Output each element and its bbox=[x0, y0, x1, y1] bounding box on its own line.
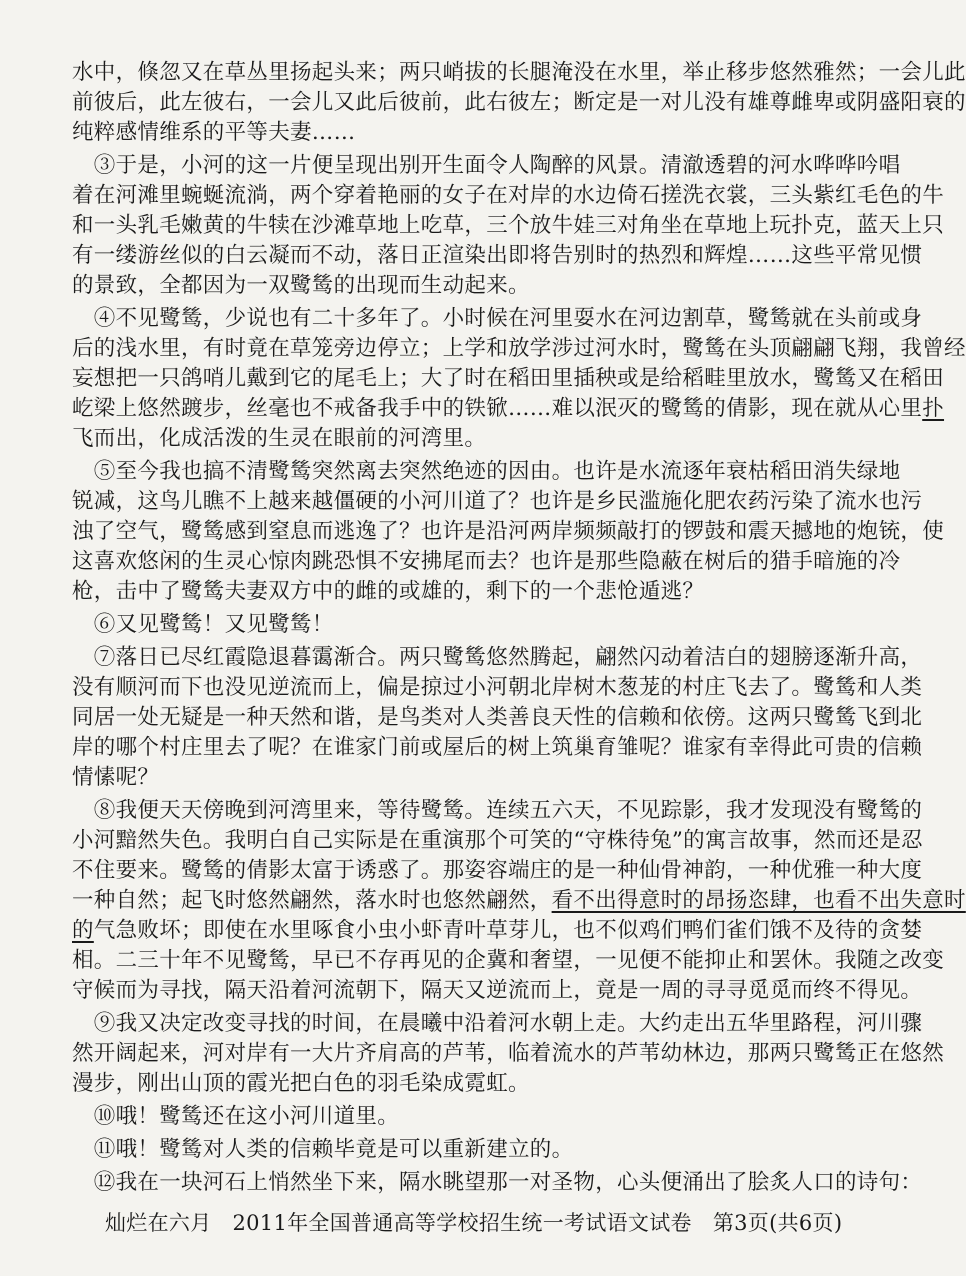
text-line-2: 前彼后，此左彼右，一会儿又此后彼前，此右彼左；断定是一对儿没有雄尊雌卑或阴盛阳衰的 bbox=[72, 90, 966, 115]
paragraph-11: ⑪哦！鹭鸶对人类的信赖毕竟是可以重新建立的。 bbox=[72, 1137, 574, 1162]
paragraph-4-line-3: 妄想把一只鸽哨儿戴到它的尾毛上；大了时在稻田里插秧或是给稻畦里放水，鹭鸶又在稻田 bbox=[72, 366, 945, 391]
underlined-sentence: 看不出得意时的昂扬恣肆，也看不出失意时 bbox=[551, 888, 966, 913]
paragraph-8-line-4: 一种自然；起飞时悠然翩然，落水时也悠然翩然，看不出得意时的昂扬恣肆，也看不出失意时 bbox=[72, 888, 966, 913]
paragraph-4-line-1: ④不见鹭鸶，少说也有二十多年了。小时候在河里耍水在河边割草，鹭鸶就在头前或身 bbox=[72, 306, 923, 331]
paragraph-5-line-3: 浊了空气，鹭鸶感到窒息而逃逸了？也许是沿河两岸频频敲打的锣鼓和震天撼地的炮铳，使 bbox=[72, 519, 945, 544]
paragraph-4-line-5: 飞而出，化成活泼的生灵在眼前的河湾里。 bbox=[72, 426, 487, 451]
paragraph-7-line-5: 情愫呢？ bbox=[72, 765, 160, 790]
paragraph-7-line-2: 没有顺河而下也没见逆流而上，偏是掠过小河朝北岸树木葱茏的村庄飞去了。鹭鸶和人类 bbox=[72, 675, 923, 700]
paragraph-8-line-7: 守候而为寻找，隔天沿着河流朝下，隔天又逆流而上，竟是一周的寻寻觅觅而终不得见。 bbox=[72, 978, 923, 1003]
article-body bbox=[72, 58, 966, 1198]
paragraph-3-line-2: 着在河滩里蜿蜒流淌，两个穿着艳丽的女子在对岸的水边倚石搓洗衣裳，三头紫红毛色的牛 bbox=[72, 183, 945, 208]
paragraph-7-line-3: 同居一处无疑是一种天然和谐，是鸟类对人类善良天性的信赖和依傍。这两只鹭鸶飞到北 bbox=[72, 705, 923, 730]
paragraph-8-line-1: ⑧我便天天傍晚到河湾里来，等待鹭鸶。连续五六天，不见踪影，我才发现没有鹭鸶的 bbox=[72, 798, 923, 823]
text-line-1: 水中，倏忽又在草丛里扬起头来；两只峭拔的长腿淹没在水里，举止移步悠然雅然；一会儿此 bbox=[72, 60, 966, 85]
paragraph-12: ⑫我在一块河石上悄然坐下来，隔水眺望那一对圣物，心头便涌出了脍炙人口的诗句： bbox=[72, 1170, 923, 1195]
paragraph-9-line-3: 漫步，刚出山顶的霞光把白色的羽毛染成霓虹。 bbox=[72, 1071, 530, 1096]
paragraph-5-line-5: 枪，击中了鹭鸶夫妻双方中的雌的或雄的，剩下的一个悲怆遁逃？ bbox=[72, 579, 705, 604]
paragraph-3-line-5: 的景致，全都因为一双鹭鸶的出现而生动起来。 bbox=[72, 273, 530, 298]
page-footer bbox=[105, 1208, 865, 1238]
footer-left: 灿烂在六月 bbox=[105, 1211, 212, 1235]
paragraph-9-line-1: ⑨我又决定改变寻找的时间，在晨曦中沿着河水朝上走。大约走出五华里路程，河川骤 bbox=[72, 1011, 923, 1036]
paragraph-5-line-2: 锐减，这鸟儿瞧不上越来越僵硬的小河川道了？也许是乡民滥施化肥农药污染了流水也污 bbox=[72, 489, 923, 514]
paragraph-4-line-2: 后的浅水里，有时竟在草笼旁边停立；上学和放学涉过河水时，鹭鸶在头顶翩翩飞翔，我曾经 bbox=[72, 336, 966, 361]
footer-page-number: 第3页(共6页) bbox=[712, 1211, 843, 1235]
paragraph-3-line-3: 和一头乳毛嫩黄的牛犊在沙滩草地上吃草，三个放牛娃三对角坐在草地上玩扑克，蓝天上只 bbox=[72, 213, 945, 238]
underlined-pu: 扑 bbox=[922, 396, 945, 421]
paragraph-5-line-1: ⑤至今我也搞不清鹭鸶突然离去突然绝迹的因由。也许是水流逐年衰枯稻田消失绿地 bbox=[72, 459, 901, 484]
paragraph-4-line-4: 屹梁上悠然踱步，丝毫也不戒备我手中的铁锨……难以泯灭的鹭鸶的倩影，现在就从心里扑 bbox=[72, 396, 945, 421]
paragraph-9-line-2: 然开阔起来，河对岸有一大片齐肩高的芦苇，临着流水的芦苇幼林边，那两只鹭鸶正在悠然 bbox=[72, 1041, 945, 1066]
underlined-de: 的 bbox=[72, 918, 94, 943]
paragraph-3-line-4: 有一缕游丝似的白云凝而不动，落日正渲染出即将告别时的热烈和辉煌……这些平常见惯 bbox=[72, 243, 923, 268]
text-line-3: 纯粹感情维系的平等夫妻…… bbox=[72, 120, 356, 145]
paragraph-8-line-5: 的气急败坏；即使在水里啄食小虫小虾青叶草芽儿，也不似鸡们鸭们雀们饿不及待的贪婪 bbox=[72, 918, 923, 943]
paragraph-3-line-1: ③于是，小河的这一片便呈现出别开生面令人陶醉的风景。清澈透碧的河水哗哗吟唱 bbox=[72, 153, 901, 178]
footer-title: 2011年全国普通高等学校招生统一考试语文试卷 bbox=[232, 1211, 692, 1235]
paragraph-8-line-2: 小河黯然失色。我明白自己实际是在重演那个可笑的“守株待兔”的寓言故事，然而还是忍 bbox=[72, 828, 923, 853]
paragraph-7-line-4: 岸的哪个村庄里去了呢？在谁家门前或屋后的树上筑巢育雏呢？谁家有幸得此可贵的信赖 bbox=[72, 735, 923, 760]
paragraph-7-line-1: ⑦落日已尽红霞隐退暮霭渐合。两只鹭鸶悠然腾起，翩然闪动着洁白的翅膀逐渐升高， bbox=[72, 645, 923, 670]
paragraph-5-line-4: 这喜欢悠闲的生灵心惊肉跳恐惧不安拂尾而去？也许是那些隐蔽在树后的猎手暗施的冷 bbox=[72, 549, 901, 574]
paragraph-10: ⑩哦！鹭鸶还在这小河川道里。 bbox=[72, 1104, 400, 1129]
paragraph-8-line-6: 相。二三十年不见鹭鸶，早已不存再见的企冀和奢望，一见便不能抑止和罢休。我随之改变 bbox=[72, 948, 945, 973]
paragraph-6: ⑥又见鹭鸶！又见鹭鸶！ bbox=[72, 612, 334, 637]
paragraph-8-line-3: 不住要来。鹭鸶的倩影太富于诱惑了。那姿容端庄的是一种仙骨神韵，一种优雅一种大度 bbox=[72, 858, 923, 883]
